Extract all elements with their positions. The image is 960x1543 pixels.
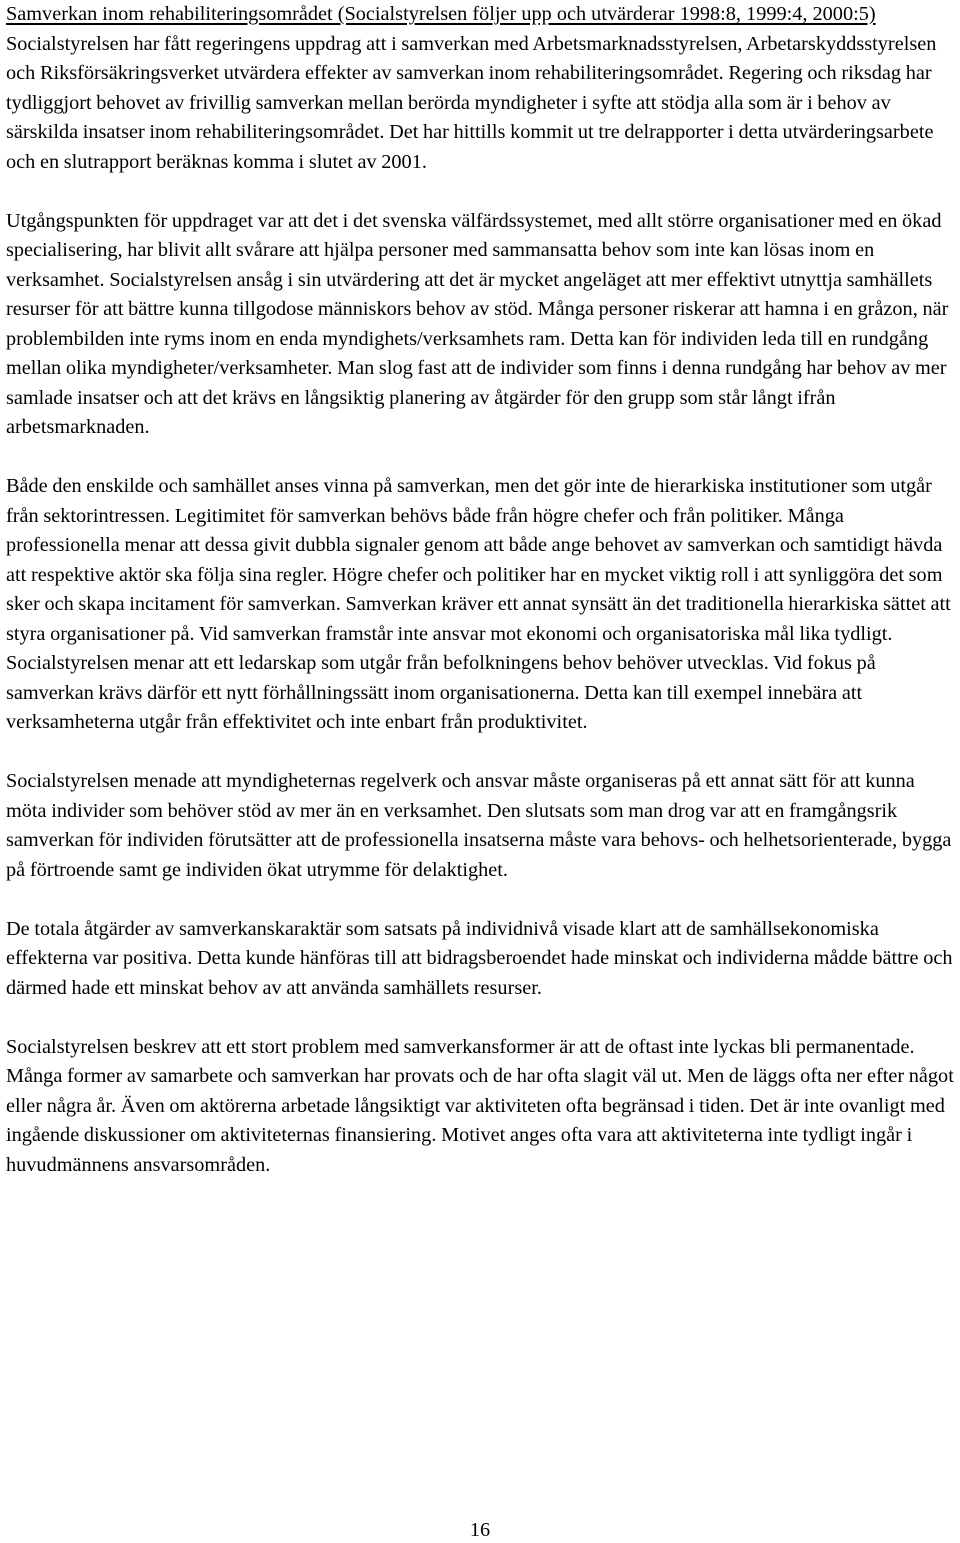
paragraph-legitimacy: Både den enskilde och samhället anses vinna på samverkan, men det gör inte de hierarkiska institutioner som utgår från sektorintressen. Legitimitet för samverkan behövs både från högre chefer och från politiker. Många professionella menar att dessa givit dubbla signaler genom att både ange behovet av samverkan och samtidigt hävda att respektive aktör ska följa sina regler. Högre chefer och politiker har en mycket viktig roll i att synliggöra det som sker och skapa incitament för samverkan. Samverkan kräver ett annat synsätt än det traditionella hierarkiska sättet att styra organisationer på. Vid samverkan framstår inte ansvar mot ekonomi och organisatoriska mål lika tydligt. Socialstyrelsen menar att ett ledarskap som utgår från befolkningens behov behöver utvecklas. Vid fokus på samverkan krävs därför ett nytt förhållningssätt inom organisationerna. Detta kan till exempel innebära att verksamheterna utgår från effektivitet och inte enbart från produktivitet.: [6, 475, 951, 733]
paragraph-starting-point: Utgångspunkten för uppdraget var att det i det svenska välfärdssystemet, med allt större organisationer med en ökad specialisering, har blivit allt svårare att hjälpa personer med sammansatta behov som inte kan lösas inom en verksamhet. Socialstyrelsen ansåg i sin utvärdering att det är mycket angeläget att mer effektivt utnyttja samhällets resurser för att bättre kunna tillgodose människors behov av stöd. Många personer riskerar att hamna i en gråzon, när problembilden inte ryms inom en enda myndighets/verksamhets ram. Detta kan för individen leda till en rundgång mellan olika myndigheter/verksamheter. Man slog fast att de individer som finns i denna rundgång har behov av mer samlade insatser och att det krävs en långsiktig planering av åtgärder för den grupp som står långt ifrån arbetsmarknaden.: [6, 209, 949, 438]
section-heading: Samverkan inom rehabiliteringsområdet (Socialstyrelsen följer upp och utvärderar 1998:8, 1999:4, 2000:5): [6, 3, 876, 25]
paragraph-regulations: Socialstyrelsen menade att myndigheternas regelverk och ansvar måste organiseras på ett annat sätt för att kunna möta individer som behöver stöd av mer än en verksamhet. Den slutsats som man drog var att en framgångsrik samverkan för individen förutsätter att de professionella insatserna måste vara behovs- och helhetsorienterade, bygga på förtroende samt ge individen ökat utrymme för delaktighet.: [6, 770, 952, 881]
paragraph-economic-effects: De totala åtgärder av samverkanskaraktär som satsats på individnivå visade klart att de samhällsekonomiska effekterna var positiva. Detta kunde hänföras till att bidragsberoendet hade minskat och individerna mådde bättre och därmed hade ett minskat behov av att använda samhällets resurser.: [6, 917, 953, 999]
page-number: 16: [469, 1519, 491, 1541]
document-page: [6, 0, 958, 1210]
paragraph-permanence: Socialstyrelsen beskrev att ett stort problem med samverkansformer är att de oftast inte lyckas bli permanentade. Många former av samarbete och samverkan har provats och de har ofta slagit väl ut. Men de läggs ofta ner efter något eller några år. Även om aktörerna arbetade långsiktigt var aktiviteten ofta begränsad i tiden. Det är inte ovanligt med ingående diskussioner om aktiviteternas finansiering. Motivet anges ofta vara att aktiviteterna inte tydligt ingår i huvudmännens ansvarsområden.: [6, 1035, 954, 1176]
paragraph-intro: Socialstyrelsen har fått regeringens uppdrag att i samverkan med Arbetsmarknadsstyrelsen, Arbetarskyddsstyrelsen och Riksförsäkringsverket utvärdera effekter av samverkan inom rehabiliteringsområdet. Regering och riksdag har tydliggjort behovet av frivillig samverkan mellan berörda myndigheter i syfte att stödja alla som är i behov av särskilda insatser inom rehabiliteringsområdet. Det har hittills kommit ut tre delrapporter i detta utvärderingsarbete och en slutrapport beräknas komma i slutet av 2001.: [6, 32, 937, 173]
